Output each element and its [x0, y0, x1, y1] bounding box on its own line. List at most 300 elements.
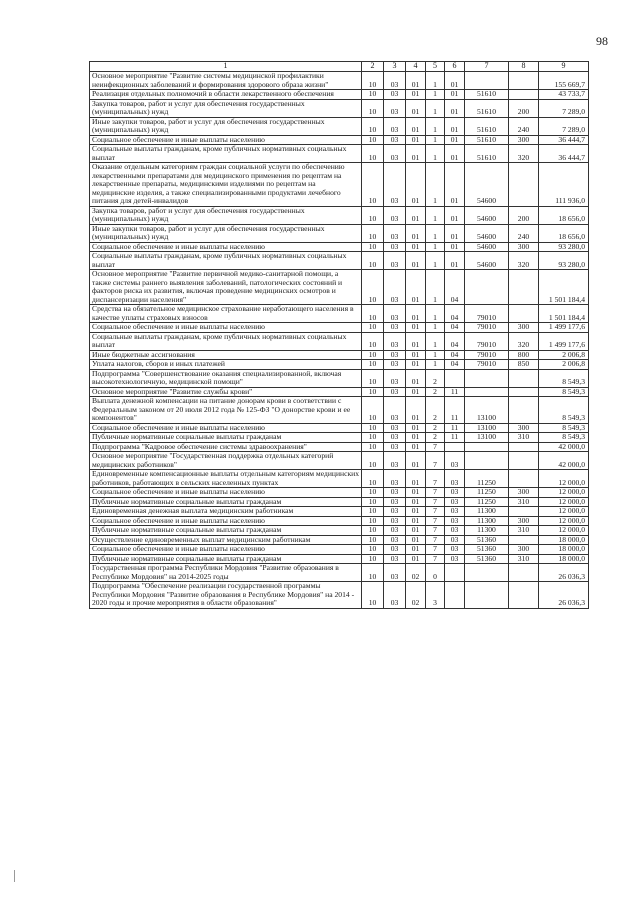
amount: 155 669,7 — [539, 72, 589, 90]
code-subprogram: 7 — [426, 488, 445, 498]
code-measure — [445, 564, 465, 582]
code-measure: 11 — [445, 387, 465, 397]
code-section: 10 — [362, 535, 384, 545]
code-program: 01 — [406, 145, 426, 163]
table-row — [90, 90, 589, 100]
code-subsection: 03 — [384, 135, 406, 145]
code-direction: 51360 — [465, 535, 509, 545]
code-subprogram: 1 — [426, 145, 445, 163]
code-expense-type: 300 — [509, 423, 539, 433]
code-subsection: 03 — [384, 387, 406, 397]
code-program: 01 — [406, 270, 426, 305]
code-expense-type — [509, 270, 539, 305]
code-subprogram: 1 — [426, 72, 445, 90]
code-direction: 79010 — [465, 332, 509, 350]
code-subsection: 03 — [384, 90, 406, 100]
row-name: Подпрограмма "Кадровое обеспечение системы здравоохранения" — [90, 442, 362, 452]
code-program: 01 — [406, 507, 426, 517]
amount: 1 501 184,4 — [539, 305, 589, 323]
table-row — [90, 99, 589, 117]
code-subsection: 03 — [384, 99, 406, 117]
code-direction: 11300 — [465, 526, 509, 536]
code-subprogram: 1 — [426, 206, 445, 224]
code-expense-type: 320 — [509, 145, 539, 163]
amount: 18 000,0 — [539, 554, 589, 564]
code-subsection: 03 — [384, 117, 406, 135]
code-direction: 54600 — [465, 163, 509, 207]
table-row — [90, 554, 589, 564]
table-row — [90, 545, 589, 555]
code-expense-type — [509, 470, 539, 488]
row-name: Подпрограмма "Совершенствование оказания специализированной, включая высокотехнологичную, медицинской помощи" — [90, 369, 362, 387]
code-expense-type: 240 — [509, 224, 539, 242]
code-measure: 03 — [445, 526, 465, 536]
code-measure: 01 — [445, 252, 465, 270]
code-subsection: 03 — [384, 554, 406, 564]
code-program: 01 — [406, 99, 426, 117]
table-row — [90, 72, 589, 90]
code-subprogram: 2 — [426, 387, 445, 397]
code-subprogram: 7 — [426, 452, 445, 470]
amount: 12 000,0 — [539, 526, 589, 536]
code-section: 10 — [362, 252, 384, 270]
code-section: 10 — [362, 582, 384, 609]
code-program: 01 — [406, 360, 426, 370]
code-expense-type — [509, 369, 539, 387]
code-expense-type: 310 — [509, 526, 539, 536]
code-expense-type: 240 — [509, 117, 539, 135]
code-subprogram: 1 — [426, 90, 445, 100]
code-program: 01 — [406, 135, 426, 145]
table-row — [90, 470, 589, 488]
code-expense-type — [509, 535, 539, 545]
code-measure: 03 — [445, 488, 465, 498]
code-subsection: 03 — [384, 545, 406, 555]
amount: 26 036,3 — [539, 564, 589, 582]
code-subsection: 03 — [384, 535, 406, 545]
row-name: Основное мероприятие "Государственная поддержка отдельных категорий медицинских работников" — [90, 452, 362, 470]
code-expense-type — [509, 163, 539, 207]
row-name: Иные бюджетные ассигнования — [90, 350, 362, 360]
code-measure — [445, 442, 465, 452]
amount: 12 000,0 — [539, 516, 589, 526]
code-measure: 01 — [445, 206, 465, 224]
column-header: 6 — [445, 62, 465, 72]
code-program: 01 — [406, 252, 426, 270]
code-subsection: 03 — [384, 323, 406, 333]
code-subprogram: 7 — [426, 554, 445, 564]
code-direction: 13100 — [465, 423, 509, 433]
column-header: 3 — [384, 62, 406, 72]
row-name: Социальные выплаты гражданам, кроме публичных нормативных социальных выплат — [90, 145, 362, 163]
code-program: 01 — [406, 163, 426, 207]
code-section: 10 — [362, 90, 384, 100]
amount: 2 006,8 — [539, 360, 589, 370]
code-measure: 11 — [445, 433, 465, 443]
code-subprogram: 1 — [426, 350, 445, 360]
code-program: 01 — [406, 397, 426, 424]
code-direction — [465, 452, 509, 470]
code-direction: 11250 — [465, 497, 509, 507]
code-program: 01 — [406, 369, 426, 387]
row-name: Публичные нормативные социальные выплаты гражданам — [90, 526, 362, 536]
code-section: 10 — [362, 224, 384, 242]
code-measure: 04 — [445, 332, 465, 350]
amount: 8 549,3 — [539, 387, 589, 397]
amount: 8 549,3 — [539, 433, 589, 443]
code-program: 01 — [406, 488, 426, 498]
table-row — [90, 350, 589, 360]
code-expense-type: 320 — [509, 252, 539, 270]
code-subsection: 03 — [384, 360, 406, 370]
row-name: Государственная программа Республики Мордовия "Развитие образования в Республике Мордовия" на 2014-2025 годы — [90, 564, 362, 582]
code-direction: 54600 — [465, 206, 509, 224]
amount: 8 549,3 — [539, 397, 589, 424]
code-direction — [465, 387, 509, 397]
code-section: 10 — [362, 470, 384, 488]
table-row — [90, 305, 589, 323]
code-direction: 51610 — [465, 90, 509, 100]
code-subprogram: 7 — [426, 442, 445, 452]
code-subprogram: 1 — [426, 117, 445, 135]
code-subsection: 03 — [384, 582, 406, 609]
table-row — [90, 117, 589, 135]
code-direction — [465, 72, 509, 90]
row-name: Закупка товаров, работ и услуг для обеспечения государственных (муниципальных) нужд — [90, 99, 362, 117]
code-direction — [465, 442, 509, 452]
table-row — [90, 242, 589, 252]
code-expense-type — [509, 90, 539, 100]
amount: 1 499 177,6 — [539, 323, 589, 333]
code-subprogram: 1 — [426, 323, 445, 333]
code-subsection: 03 — [384, 507, 406, 517]
amount: 93 280,0 — [539, 252, 589, 270]
code-section: 10 — [362, 488, 384, 498]
code-subsection: 03 — [384, 423, 406, 433]
table-row — [90, 360, 589, 370]
code-expense-type — [509, 305, 539, 323]
code-program: 02 — [406, 564, 426, 582]
column-header: 5 — [426, 62, 445, 72]
code-section: 10 — [362, 526, 384, 536]
code-program: 01 — [406, 516, 426, 526]
code-direction: 51610 — [465, 145, 509, 163]
amount: 18 000,0 — [539, 535, 589, 545]
amount: 111 936,0 — [539, 163, 589, 207]
code-subprogram: 0 — [426, 564, 445, 582]
amount: 36 444,7 — [539, 135, 589, 145]
code-subprogram: 7 — [426, 507, 445, 517]
code-direction: 51360 — [465, 545, 509, 555]
code-program: 01 — [406, 350, 426, 360]
code-program: 01 — [406, 72, 426, 90]
code-section: 10 — [362, 323, 384, 333]
code-direction — [465, 564, 509, 582]
code-section: 10 — [362, 270, 384, 305]
row-name: Иные закупки товаров, работ и услуг для обеспечения государственных (муниципальных) нужд — [90, 224, 362, 242]
code-subsection: 03 — [384, 516, 406, 526]
table-row — [90, 526, 589, 536]
code-measure: 04 — [445, 305, 465, 323]
code-subsection: 03 — [384, 397, 406, 424]
code-subprogram: 1 — [426, 99, 445, 117]
code-section: 10 — [362, 135, 384, 145]
code-program: 01 — [406, 387, 426, 397]
code-subprogram: 1 — [426, 360, 445, 370]
code-section: 10 — [362, 350, 384, 360]
amount: 18 656,0 — [539, 224, 589, 242]
amount: 7 289,0 — [539, 117, 589, 135]
code-section: 10 — [362, 545, 384, 555]
code-section: 10 — [362, 516, 384, 526]
code-expense-type: 850 — [509, 360, 539, 370]
code-section: 10 — [362, 397, 384, 424]
code-measure: 03 — [445, 452, 465, 470]
code-subsection: 03 — [384, 242, 406, 252]
table-row — [90, 270, 589, 305]
code-direction: 51610 — [465, 99, 509, 117]
code-section: 10 — [362, 99, 384, 117]
code-measure — [445, 369, 465, 387]
code-direction: 79010 — [465, 350, 509, 360]
table-row — [90, 224, 589, 242]
amount: 93 280,0 — [539, 242, 589, 252]
amount: 7 289,0 — [539, 99, 589, 117]
code-direction: 51610 — [465, 135, 509, 145]
code-measure: 03 — [445, 516, 465, 526]
code-expense-type — [509, 397, 539, 424]
amount: 12 000,0 — [539, 507, 589, 517]
table-row — [90, 516, 589, 526]
code-subsection: 03 — [384, 145, 406, 163]
code-program: 01 — [406, 332, 426, 350]
code-program: 01 — [406, 470, 426, 488]
code-subprogram: 1 — [426, 224, 445, 242]
row-name: Единовременные компенсационные выплаты отдельным категориям медицинских работников, работающих в сельских населенных пунктах — [90, 470, 362, 488]
row-name: Уплата налогов, сборов и иных платежей — [90, 360, 362, 370]
code-subprogram: 1 — [426, 252, 445, 270]
code-section: 10 — [362, 332, 384, 350]
code-expense-type: 200 — [509, 99, 539, 117]
code-direction: 54600 — [465, 224, 509, 242]
column-header: 4 — [406, 62, 426, 72]
row-name: Публичные нормативные социальные выплаты гражданам — [90, 433, 362, 443]
code-measure: 01 — [445, 242, 465, 252]
page-number: 98 — [596, 34, 608, 48]
amount: 12 000,0 — [539, 488, 589, 498]
table-row — [90, 145, 589, 163]
code-expense-type: 300 — [509, 545, 539, 555]
code-program: 01 — [406, 206, 426, 224]
code-subsection: 03 — [384, 72, 406, 90]
code-subsection: 03 — [384, 163, 406, 207]
code-subsection: 03 — [384, 497, 406, 507]
code-section: 10 — [362, 387, 384, 397]
code-measure: 04 — [445, 350, 465, 360]
table-row — [90, 135, 589, 145]
amount: 42 000,0 — [539, 452, 589, 470]
code-subsection: 03 — [384, 526, 406, 536]
code-measure: 01 — [445, 90, 465, 100]
code-program: 01 — [406, 554, 426, 564]
row-name: Социальное обеспечение и иные выплаты населению — [90, 135, 362, 145]
code-section: 10 — [362, 72, 384, 90]
code-subprogram: 7 — [426, 545, 445, 555]
table-row — [90, 535, 589, 545]
code-program: 01 — [406, 526, 426, 536]
code-measure: 03 — [445, 554, 465, 564]
table-row — [90, 433, 589, 443]
code-program: 01 — [406, 117, 426, 135]
code-program: 01 — [406, 224, 426, 242]
code-subsection: 03 — [384, 224, 406, 242]
row-name: Единовременная денежная выплата медицинским работникам — [90, 507, 362, 517]
row-name: Социальное обеспечение и иные выплаты населению — [90, 488, 362, 498]
code-measure: 01 — [445, 117, 465, 135]
code-expense-type — [509, 387, 539, 397]
code-measure: 01 — [445, 224, 465, 242]
code-expense-type — [509, 582, 539, 609]
code-measure — [445, 582, 465, 609]
code-direction: 79010 — [465, 360, 509, 370]
row-name: Иные закупки товаров, работ и услуг для обеспечения государственных (муниципальных) нужд — [90, 117, 362, 135]
code-subprogram: 1 — [426, 242, 445, 252]
code-direction: 11250 — [465, 470, 509, 488]
amount: 2 006,8 — [539, 350, 589, 360]
amount: 12 000,0 — [539, 497, 589, 507]
code-subprogram: 1 — [426, 135, 445, 145]
code-subprogram: 1 — [426, 163, 445, 207]
code-subprogram: 2 — [426, 397, 445, 424]
code-expense-type: 300 — [509, 135, 539, 145]
table-row — [90, 582, 589, 609]
column-header: 8 — [509, 62, 539, 72]
code-program: 01 — [406, 545, 426, 555]
table-row — [90, 323, 589, 333]
amount: 8 549,3 — [539, 423, 589, 433]
amount: 43 733,7 — [539, 90, 589, 100]
code-subprogram: 7 — [426, 497, 445, 507]
table-row — [90, 332, 589, 350]
code-expense-type — [509, 72, 539, 90]
code-subsection: 03 — [384, 270, 406, 305]
table-row — [90, 252, 589, 270]
code-direction: 13100 — [465, 433, 509, 443]
column-header: 7 — [465, 62, 509, 72]
code-program: 01 — [406, 535, 426, 545]
code-measure: 04 — [445, 360, 465, 370]
row-name: Социальное обеспечение и иные выплаты населению — [90, 423, 362, 433]
code-program: 01 — [406, 323, 426, 333]
code-subprogram: 7 — [426, 535, 445, 545]
table-row — [90, 387, 589, 397]
table-row — [90, 369, 589, 387]
row-name: Реализация отдельных полномочий в области лекарственного обеспечения — [90, 90, 362, 100]
column-header: 2 — [362, 62, 384, 72]
amount: 8 549,3 — [539, 369, 589, 387]
code-measure: 01 — [445, 163, 465, 207]
code-subsection: 03 — [384, 332, 406, 350]
row-name: Оказание отдельным категориям граждан социальной услуги по обеспечению лекарственными препаратами для медицинского применения по рецептам на лекарственные препараты, медицинскими изделиями по рецептам на медицинские изделия, а также специализированными продуктами лечебного питания для детей-инвалидов — [90, 163, 362, 207]
row-name: Социальное обеспечение и иные выплаты населению — [90, 545, 362, 555]
code-direction: 79010 — [465, 305, 509, 323]
code-section: 10 — [362, 242, 384, 252]
row-name: Подпрограмма "Обеспечение реализации государственной программы Республики Мордовия "Развитие образования в Республике Мордовия" на 2014 - 2020 годы и прочие мероприятия в области образования" — [90, 582, 362, 609]
table-row — [90, 206, 589, 224]
code-expense-type: 300 — [509, 516, 539, 526]
amount: 36 444,7 — [539, 145, 589, 163]
code-expense-type — [509, 452, 539, 470]
code-section: 10 — [362, 452, 384, 470]
budget-table — [89, 61, 589, 609]
code-program: 01 — [406, 452, 426, 470]
code-direction — [465, 369, 509, 387]
table-row — [90, 564, 589, 582]
code-expense-type: 310 — [509, 554, 539, 564]
code-subprogram: 7 — [426, 526, 445, 536]
code-section: 10 — [362, 305, 384, 323]
row-name: Публичные нормативные социальные выплаты гражданам — [90, 554, 362, 564]
code-subsection: 03 — [384, 369, 406, 387]
code-subsection: 03 — [384, 488, 406, 498]
row-name: Осуществление единовременных выплат медицинским работникам — [90, 535, 362, 545]
table-body — [90, 72, 589, 609]
row-name: Социальные выплаты гражданам, кроме публичных нормативных социальных выплат — [90, 332, 362, 350]
code-expense-type: 300 — [509, 488, 539, 498]
code-subsection: 03 — [384, 452, 406, 470]
code-direction: 13100 — [465, 397, 509, 424]
row-name: Социальное обеспечение и иные выплаты населению — [90, 516, 362, 526]
code-expense-type: 310 — [509, 433, 539, 443]
code-expense-type — [509, 442, 539, 452]
code-section: 10 — [362, 163, 384, 207]
code-measure: 03 — [445, 545, 465, 555]
code-measure: 03 — [445, 535, 465, 545]
code-measure: 01 — [445, 72, 465, 90]
table-row — [90, 497, 589, 507]
code-program: 01 — [406, 433, 426, 443]
code-program: 01 — [406, 442, 426, 452]
code-section: 10 — [362, 360, 384, 370]
table-row — [90, 507, 589, 517]
code-section: 10 — [362, 564, 384, 582]
code-expense-type: 310 — [509, 497, 539, 507]
code-direction: 11300 — [465, 516, 509, 526]
code-direction: 54600 — [465, 252, 509, 270]
code-program: 01 — [406, 423, 426, 433]
code-measure: 01 — [445, 145, 465, 163]
row-name: Основное мероприятие "Развитие службы крови" — [90, 387, 362, 397]
code-expense-type: 200 — [509, 206, 539, 224]
code-measure: 11 — [445, 423, 465, 433]
code-direction: 11250 — [465, 488, 509, 498]
code-subprogram: 1 — [426, 305, 445, 323]
code-measure: 11 — [445, 397, 465, 424]
amount: 18 000,0 — [539, 545, 589, 555]
code-subsection: 03 — [384, 564, 406, 582]
row-name: Основное мероприятие "Развитие системы медицинской профилактики неинфекционных заболеваний и формирования здорового образа жизни" — [90, 72, 362, 90]
code-measure: 01 — [445, 99, 465, 117]
row-name: Социальное обеспечение и иные выплаты населению — [90, 323, 362, 333]
margin-mark — [14, 870, 15, 882]
code-direction: 79010 — [465, 323, 509, 333]
amount: 1 501 184,4 — [539, 270, 589, 305]
code-subprogram: 7 — [426, 470, 445, 488]
code-subsection: 03 — [384, 305, 406, 323]
code-section: 10 — [362, 117, 384, 135]
code-section: 10 — [362, 497, 384, 507]
code-subprogram: 2 — [426, 423, 445, 433]
